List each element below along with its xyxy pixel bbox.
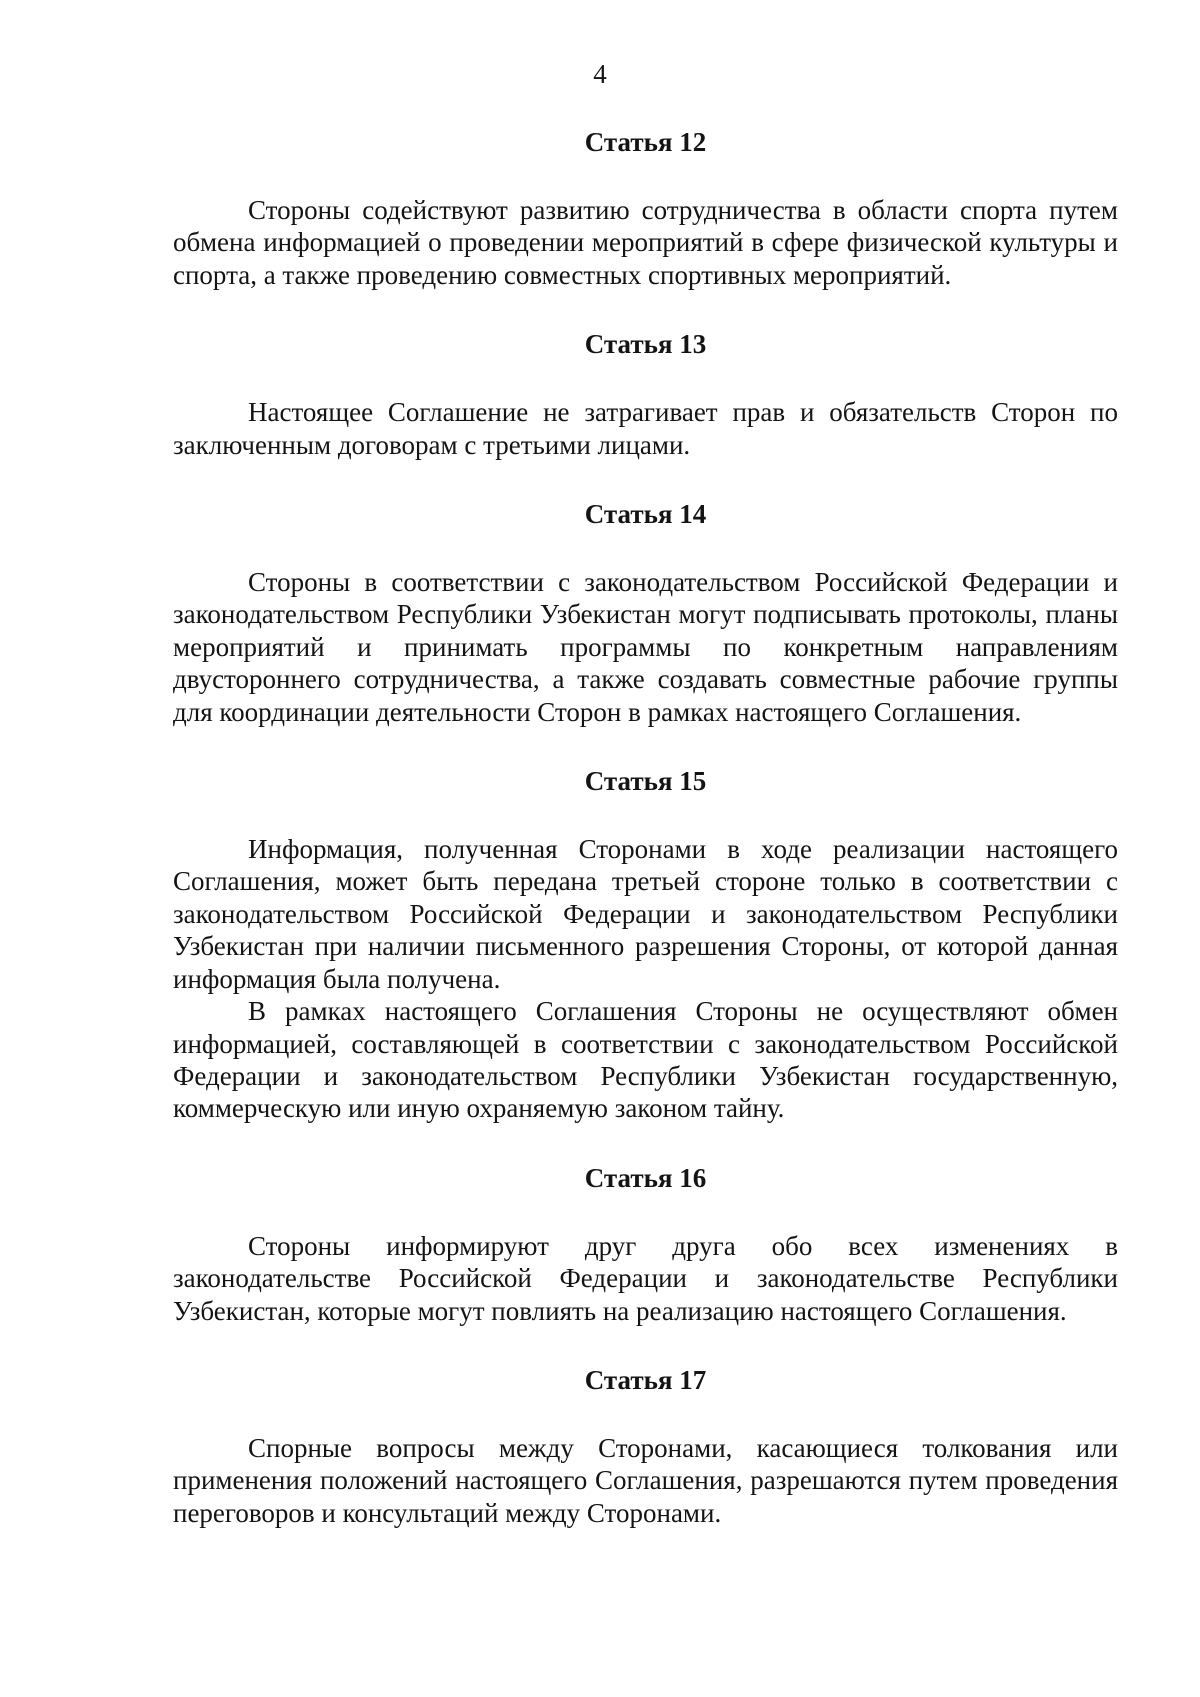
article-12 — [173, 126, 1118, 291]
page-number: 4 — [593, 59, 607, 89]
article-heading: Статья 17 — [584, 1364, 707, 1395]
article-paragraph: Спорные вопросы между Сторонами, касающиеся толкования или применения положений настоящего Соглашения, разрешаются путем проведения переговоров и консультаций между Сторонами. — [173, 1432, 1118, 1528]
article-paragraph: Информация, полученная Сторонами в ходе реализации настоящего Соглашения, может быть передана третьей стороне только в соответствии с законодательством Российской Федерации и законодательством Республики Узбекистан при наличии письменного разрешения Стороны, от которой данная информация была получена. — [173, 834, 1118, 994]
document-body — [173, 126, 1118, 1529]
article-13 — [173, 328, 1118, 461]
article-14 — [173, 498, 1118, 728]
article-heading: Статья 12 — [584, 127, 707, 157]
article-heading: Статья 15 — [584, 766, 707, 797]
article-heading: Статья 16 — [584, 1162, 707, 1193]
article-16 — [173, 1162, 1118, 1327]
article-15 — [173, 765, 1118, 1125]
article-17 — [173, 1364, 1118, 1529]
article-paragraph: Стороны в соответствии с законодательством Российской Федерации и законодательством Республики Узбекистан могут подписывать протоколы, планы мероприятий и принимать программы по конкретным направлениям двустороннего сотрудничества, а также создавать совместные рабочие группы для координации деятельности Сторон в рамках настоящего Соглашения. — [173, 567, 1118, 727]
article-paragraph: Настоящее Соглашение не затрагивает прав и обязательств Сторон по заключенным договорам с третьими лицами. — [173, 397, 1118, 460]
article-heading: Статья 13 — [584, 329, 707, 360]
article-paragraph: Стороны информируют друг друга обо всех изменениях в законодательстве Российской Федерации и законодательстве Республики Узбекистан, которые могут повлиять на реализацию настоящего Соглашения. — [173, 1230, 1118, 1326]
article-heading: Статья 14 — [584, 499, 707, 530]
article-paragraph: Стороны содействуют развитию сотрудничества в области спорта путем обмена информацией о проведении мероприятий в сфере физической культуры и спорта, а также проведению совместных спортивных мероприятий. — [173, 195, 1118, 290]
article-paragraph: В рамках настоящего Соглашения Стороны не осуществляют обмен информацией, составляющей в соответствии с законодательством Российской Федерации и законодательством Республики Узбекистан государственную, коммерческую или иную охраняемую законом тайну. — [173, 996, 1118, 1124]
